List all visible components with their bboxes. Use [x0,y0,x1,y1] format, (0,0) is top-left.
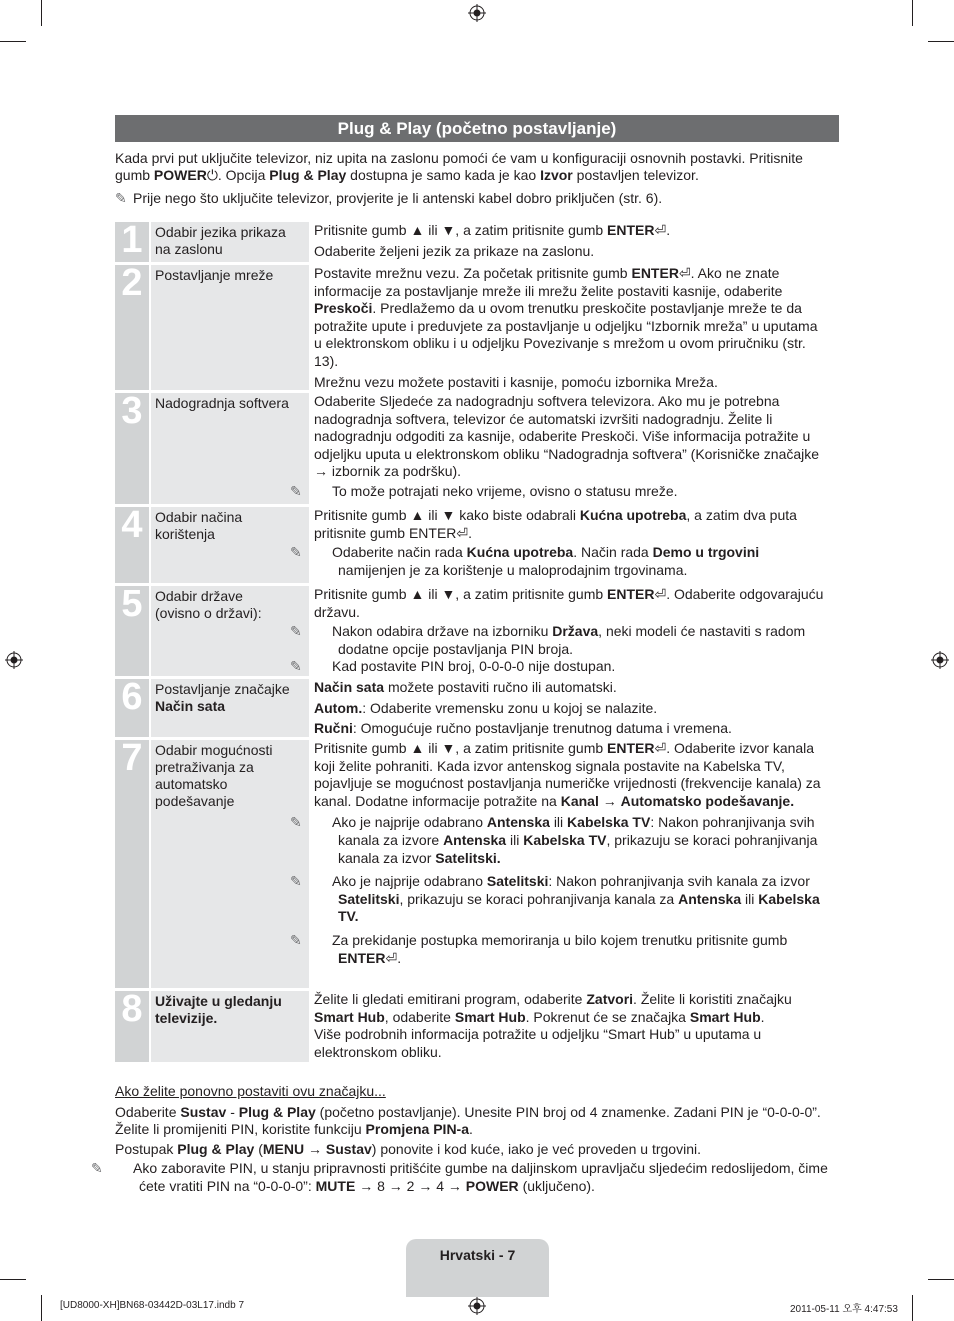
step-title: Postavljanje mreže [155,267,274,283]
registration-mark-icon [468,4,486,22]
enter-icon: ⏎ [654,222,667,238]
step-row [115,219,839,262]
registration-mark-icon [5,651,23,669]
step-description: Pritisnite gumb ▲ ili ▼, a zatim pritisnite gumb ENTER⏎. Odaberite željeni jezik za prikaze na zaslonu. [314,222,671,259]
crop-mark [41,0,42,26]
note-icon: ✎ [290,482,302,499]
crop-mark [912,0,913,26]
step-description: Odaberite Sljedeće za nadogradnju softvera televizora. Ako mu je potrebna nadogradnja softvera, televizor će automatski izvršiti nadogradnju. Želite li nadogradnju odgoditi za kasnije, odaberite Preskoči. Više informacija potražite u odjeljku uputa u elektronskom obliku “Nadogradnja softvera” (Korisničke značajke → izbornik za podršku). ✎ To može potrajati neko vrijeme, ovisno o statusu mreže. [290,393,820,499]
note-icon: ✎ [290,873,302,890]
step-description: Postavite mrežnu vezu. Za početak pritisnite gumb ENTER⏎. Ako ne znate informacije za postavljanje mreže ili mrežu želite postaviti kasnije, odaberite Preskoči. Predlažemo da u ovom trenutku preskočite postavljanje mreže te da potražite upute i preduvjete za postavljanje u odjeljku “Izbornik mreža” u uputama u elektronskom obliku i u odjeljku Povezivanje s mrežom u ovom priručniku (str. 13). Mrežnu vezu možete postaviti i kasnije, pomoću izbornika Mreža. [314,265,818,390]
step-description: Pritisnite gumb ▲ ili ▼, a zatim pritisnite gumb ENTER⏎. Odaberite izvor kanala koji želite pohraniti. Kada izvor antenskog signala postavite na Kabelska TV, pojavljuje se mogućnost postavljanja numeričke vrijednosti (frekvencije kanala) za kanal. Dodatne informacije potražite na Kanal → Automatsko podešavanje. ✎ Ako je najprije odabrano Antenska ili Kabelska TV: Nakon pohranjivanja svih kanala za izvore Antenska ili Kabelska TV, prikazuju se koraci pohranjivanja kanala za izvor Satelitski. ✎ Ako je najprije odabrano Satelitski: Nakon pohranjivanja svih kanala za izvor Satelitski, prikazuju se koraci pohranjivanja kanala za Antenska ili Kabelska TV. ✎ Za prekidanje postupka memoriranja u bilo kojem trenutku pritisnite gumb ENTER⏎. [290,740,821,966]
step-number: 1 [121,219,143,261]
note-icon: ✎ [115,190,127,206]
enter-icon: ⏎ [654,586,667,602]
step-description: Način sata možete postaviti ručno ili automatski. Autom.: Odaberite vremensku zonu u kojoj se nalazite. Ručni: Omogućuje ručno postavljanje trenutnog datuma i vremena. [314,679,732,737]
step-description: Želite li gledati emitirani program, odaberite Zatvori. Želite li koristiti značajku Smart Hub, odaberite Smart Hub. Pokrenut će se značajka Smart Hub. Više podrobnih informacija potražite u odjeljku “Smart Hub” u uputama u elektronskom obliku. [314,991,792,1060]
note-icon: ✎ [290,814,302,831]
enter-icon: ⏎ [456,524,469,541]
step-title: Postavljanje značajke [155,681,290,697]
step-title: Odabir jezika prikaza na zaslonu [155,224,286,257]
print-file-info: [UD8000-XH]BN68-03442D-03L17.indb 7 [60,1300,245,1311]
reset-section: Ako želite ponovno postaviti ovu značajku... Odaberite Sustav - Plug & Play (početno postavljanje). Unesite PIN broj od 4 znamenke. Zadani PIN je “0-0-0-0”. Želite li promijeniti PIN, koristite funkciju Promjena PIN-a. Postupak Plug & Play (MENU → Sustav) ponovite i kod kuće, iako je već proveden u trgovini. ✎ Ako zaboravite PIN, u stanju pripravnosti pritišćite gumbe na daljinskom upravljaču sljedećim redoslijedom, čime ćete vratiti PIN na “0-0-0-0”: MUTE → 8 → 2 → 4 → POWER (uključeno). [115,1083,839,1195]
page-number: Hrvatski - 7 [439,1247,516,1263]
registration-mark-icon [931,651,949,669]
step-title: Odabir države [155,588,243,604]
note-icon: ✎ [290,931,302,948]
step-number: 4 [121,504,143,546]
step-number: 5 [121,583,143,625]
step-title: Nadogradnja softvera [155,395,289,411]
step-title: Odabir načina korištenja [155,509,243,542]
step-row [115,504,839,583]
step-description: Pritisnite gumb ▲ ili ▼, a zatim pritisnite gumb ENTER⏎. Odaberite odgovarajuću državu. ✎ Nakon odabira države na izborniku Država, neki modeli će nastaviti s radom dodatne opcije postavljanja PIN broja. ✎ Kad postavite PIN broj, 0-0-0-0 nije dostupan. [290,586,824,675]
page-number-tab [406,1239,549,1297]
registration-mark-icon [468,1297,486,1315]
reset-heading: Ako želite ponovno postaviti ovu značajku... [115,1083,386,1099]
step-number: 8 [121,988,143,1030]
crop-mark [928,1279,954,1280]
crop-mark [41,1295,42,1321]
note-icon: ✎ [290,623,302,640]
step-number: 3 [121,390,143,432]
step-number: 6 [121,676,143,718]
crop-mark [912,1295,913,1321]
step-description: Pritisnite gumb ▲ ili ▼ kako biste odabrali Kućna upotreba, a zatim dva puta pritisnite gumb ENTER⏎. ✎ Odaberite način rada Kućna upotreba. Način rada Demo u trgovini namijenjen je za korištenje u maloprodajnim trgovinama. [290,507,797,578]
enter-icon: ⏎ [385,949,398,966]
crop-mark [0,41,26,42]
enter-icon: ⏎ [678,265,691,281]
step-title: Uživajte u gledanju televizije. [155,993,282,1026]
step-title: Odabir mogućnosti pretraživanja za automatsko podešavanje [155,742,273,809]
note-icon: ✎ [91,1160,103,1176]
section-title: Plug & Play (početno postavljanje) [115,115,839,142]
step-title: (ovisno o državi): [155,605,262,621]
step-row [115,988,839,1062]
crop-mark [928,41,954,42]
power-icon: ⏻ [206,167,218,183]
step-number: 7 [121,737,143,779]
step-row [115,390,839,504]
step-title: Način sata [155,698,226,714]
step-row [115,262,839,390]
intro-text: Kada prvi put uključite televizor, niz upita na zaslonu pomoći će vam u konfiguraciji osnovnih postavki. Pritisnite gumb POWER⏻. Opcija Plug & Play dostupna je samo kada je kao Izvor postavljen televizor. ✎ Prije nego što uključite televizor, provjerite je li antenski kabel dobro priključen (str. 6). [115,150,803,206]
step-row [115,583,839,676]
note-icon: ✎ [290,658,302,675]
crop-mark [0,1279,26,1280]
step-number: 2 [121,262,143,304]
step-row [115,737,839,988]
enter-icon: ⏎ [654,740,667,756]
note-icon: ✎ [290,544,302,561]
step-row [115,676,839,737]
print-timestamp: 2011-05-11 오후 4:47:53 [790,1304,898,1315]
